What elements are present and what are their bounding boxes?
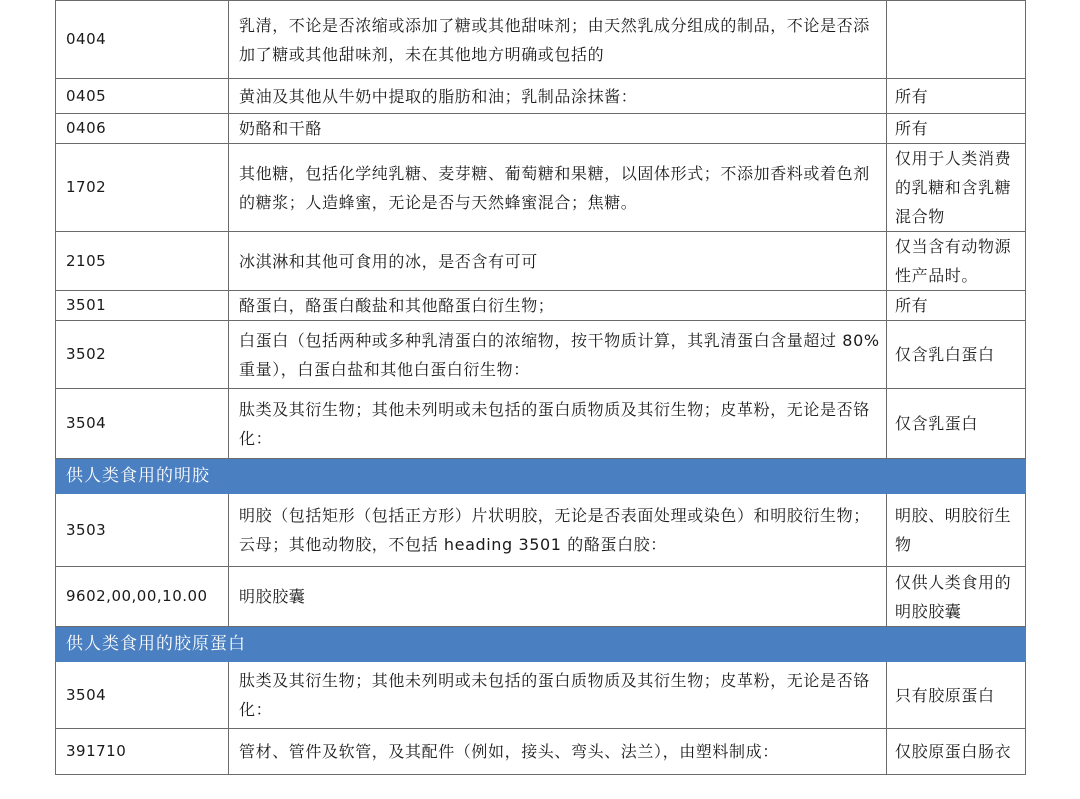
commodity-table-body bbox=[56, 1, 1026, 775]
description-cell: 奶酪和干酪 bbox=[229, 114, 887, 144]
description-cell: 管材、管件及软管，及其配件（例如，接头、弯头、法兰），由塑料制成： bbox=[229, 729, 887, 775]
scope-note-cell: 仅含乳蛋白 bbox=[887, 389, 1026, 459]
scope-note-cell: 仅用于人类消费的乳糖和含乳糖混合物 bbox=[887, 144, 1026, 232]
description-cell: 乳清，不论是否浓缩或添加了糖或其他甜味剂；由天然乳成分组成的制品，不论是否添加了糖或其他甜味剂，未在其他地方明确或包括的 bbox=[229, 1, 887, 79]
hs-code-cell: 2105 bbox=[56, 232, 229, 291]
hs-code-cell: 391710 bbox=[56, 729, 229, 775]
section-header bbox=[56, 459, 1026, 494]
table-row bbox=[56, 389, 1026, 459]
description-cell: 其他糖，包括化学纯乳糖、麦芽糖、葡萄糖和果糖，以固体形式；不添加香料或着色剂的糖浆；人造蜂蜜，无论是否与天然蜂蜜混合；焦糖。 bbox=[229, 144, 887, 232]
section-title: 供人类食用的胶原蛋白 bbox=[56, 627, 1026, 662]
scope-note-cell: 明胶、明胶衍生物 bbox=[887, 494, 1026, 567]
section-title: 供人类食用的明胶 bbox=[56, 459, 1026, 494]
section-header bbox=[56, 627, 1026, 662]
table-row bbox=[56, 662, 1026, 729]
description-cell: 肽类及其衍生物；其他未列明或未包括的蛋白质物质及其衍生物；皮革粉，无论是否铬化： bbox=[229, 389, 887, 459]
description-cell: 肽类及其衍生物；其他未列明或未包括的蛋白质物质及其衍生物；皮革粉，无论是否铬化： bbox=[229, 662, 887, 729]
scope-note-cell bbox=[887, 1, 1026, 79]
table-row bbox=[56, 567, 1026, 627]
scope-note-cell: 仅当含有动物源性产品时。 bbox=[887, 232, 1026, 291]
description-cell: 冰淇淋和其他可食用的冰，是否含有可可 bbox=[229, 232, 887, 291]
table-row bbox=[56, 729, 1026, 775]
scope-note-cell: 仅含乳白蛋白 bbox=[887, 321, 1026, 389]
commodity-table bbox=[55, 0, 1026, 775]
hs-code-cell: 0405 bbox=[56, 79, 229, 114]
hs-code-cell: 3504 bbox=[56, 389, 229, 459]
table-row bbox=[56, 321, 1026, 389]
hs-code-cell: 0406 bbox=[56, 114, 229, 144]
table-row bbox=[56, 1, 1026, 79]
description-cell: 明胶胶囊 bbox=[229, 567, 887, 627]
scope-note-cell: 所有 bbox=[887, 291, 1026, 321]
table-row bbox=[56, 232, 1026, 291]
hs-code-cell: 3503 bbox=[56, 494, 229, 567]
table-row bbox=[56, 114, 1026, 144]
description-cell: 明胶（包括矩形（包括正方形）片状明胶，无论是否表面处理或染色）和明胶衍生物；云母；其他动物胶，不包括 heading 3501 的酪蛋白胶： bbox=[229, 494, 887, 567]
description-cell: 白蛋白（包括两种或多种乳清蛋白的浓缩物，按干物质计算，其乳清蛋白含量超过 80%重量），白蛋白盐和其他白蛋白衍生物： bbox=[229, 321, 887, 389]
hs-code-cell: 3501 bbox=[56, 291, 229, 321]
table-row bbox=[56, 79, 1026, 114]
hs-code-cell: 9602,00,00,10.00 bbox=[56, 567, 229, 627]
description-cell: 黄油及其他从牛奶中提取的脂肪和油；乳制品涂抹酱： bbox=[229, 79, 887, 114]
table-row bbox=[56, 494, 1026, 567]
scope-note-cell: 只有胶原蛋白 bbox=[887, 662, 1026, 729]
scope-note-cell: 仅胶原蛋白肠衣 bbox=[887, 729, 1026, 775]
scope-note-cell: 仅供人类食用的明胶胶囊 bbox=[887, 567, 1026, 627]
table-row bbox=[56, 144, 1026, 232]
table-row bbox=[56, 291, 1026, 321]
description-cell: 酪蛋白，酪蛋白酸盐和其他酪蛋白衍生物； bbox=[229, 291, 887, 321]
hs-code-cell: 3502 bbox=[56, 321, 229, 389]
hs-code-cell: 3504 bbox=[56, 662, 229, 729]
scope-note-cell: 所有 bbox=[887, 114, 1026, 144]
hs-code-cell: 0404 bbox=[56, 1, 229, 79]
hs-code-cell: 1702 bbox=[56, 144, 229, 232]
scope-note-cell: 所有 bbox=[887, 79, 1026, 114]
